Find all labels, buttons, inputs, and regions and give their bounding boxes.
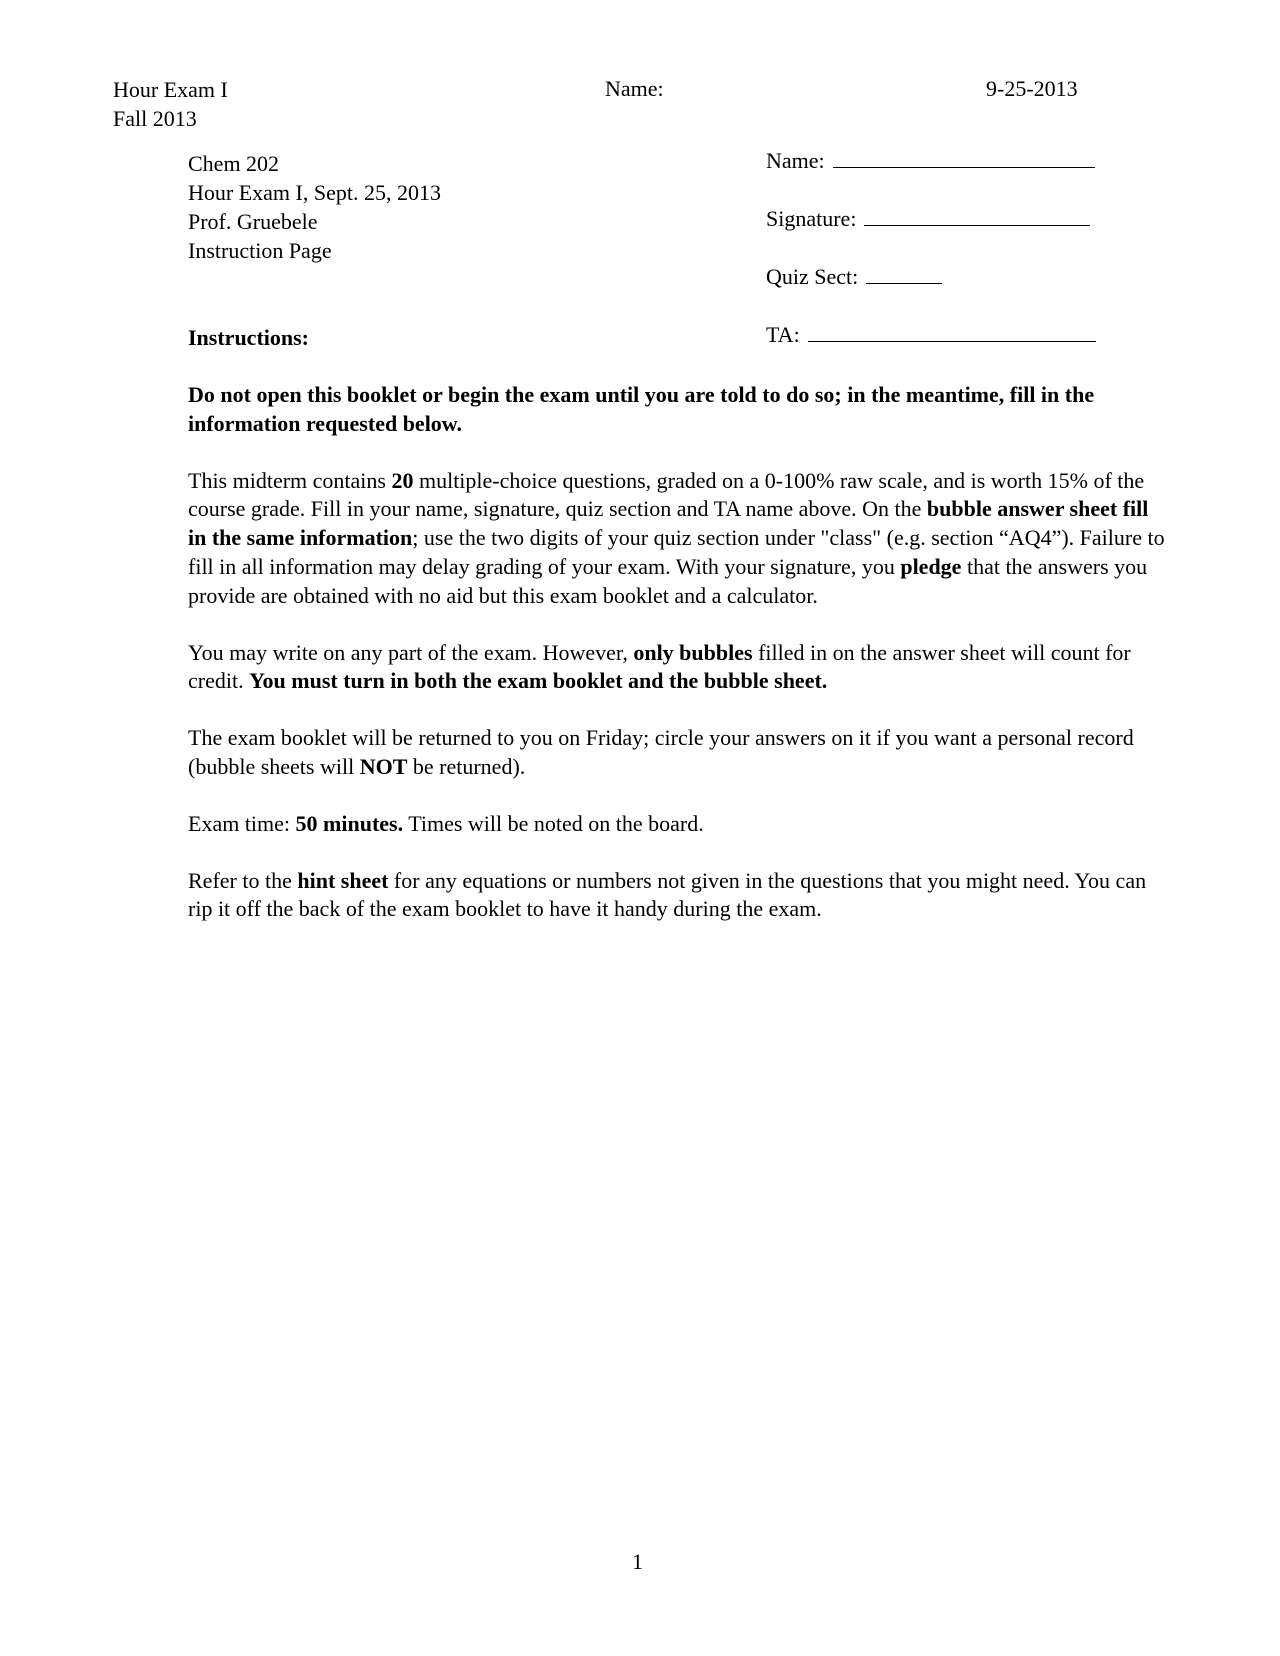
bold-run: 50 minutes. — [295, 810, 404, 836]
student-info-fields — [766, 147, 1096, 379]
text-run: ; use the two digits of your quiz section under "class" (e.g. section “AQ4”). Failure to fill in all information may delay grading of your exam. With your signature, you — [188, 525, 1165, 579]
bold-run: bubble answer sheet fill in the same information — [188, 496, 1149, 551]
exam-name: Hour Exam I, Sept. 25, 2013 — [188, 180, 441, 205]
header-date: 9-25-2013 — [986, 76, 1078, 101]
name-blank[interactable] — [833, 147, 1095, 168]
text-run: You may write on any part of the exam. However, — [188, 639, 634, 665]
bold-run: You must turn in both the exam booklet and the bubble sheet. — [249, 668, 828, 694]
page-number: 1 — [632, 1549, 643, 1574]
text-run: Times will be noted on the board. — [403, 810, 704, 836]
text-run: multiple-choice questions, graded on a 0-100% raw scale, and is worth 15% of the course grade. Fill in your name, signature, quiz section and TA name above. On the — [188, 467, 1145, 522]
page-title: Instruction Page — [188, 238, 332, 263]
paragraph-exam-time — [188, 810, 1168, 839]
exam-title: Hour Exam I — [113, 77, 228, 102]
signature-field-label: Signature: — [766, 206, 857, 231]
bold-run: NOT — [359, 753, 408, 779]
header-name-label: Name: — [605, 76, 664, 101]
name-field-label: Name: — [766, 148, 825, 173]
instructions-heading: Instructions: — [188, 325, 310, 350]
text-run: Refer to the — [188, 867, 298, 893]
instructions-body — [188, 381, 1168, 952]
name-field — [766, 147, 1096, 205]
quiz-section-label: Quiz Sect: — [766, 264, 859, 289]
text-run: The exam booklet will be returned to you on Friday; circle your answers on it if you want a personal record (bubble sheets will — [188, 725, 1134, 779]
bold-run: only bubbles — [633, 639, 753, 665]
question-count: 20 — [391, 467, 414, 493]
ta-blank[interactable] — [808, 321, 1096, 342]
text-run: This midterm contains — [188, 467, 392, 493]
running-header-left — [113, 75, 228, 133]
text-run: Exam time: — [188, 810, 296, 836]
warning-paragraph: Do not open this booklet or begin the exam until you are told to do so; in the meantime, fill in the information requested below. — [188, 382, 1095, 436]
term: Fall 2013 — [113, 106, 197, 131]
text-run: filled in on the answer sheet will count for credit. — [188, 639, 1131, 694]
paragraph-answer-sheet — [188, 639, 1168, 697]
course-name: Chem 202 — [188, 151, 280, 176]
ta-field — [766, 321, 1096, 379]
text-run: for any equations or numbers not given in the questions that you might need. You can rip it off the back of the exam booklet to have it handy during the exam. — [188, 867, 1147, 922]
text-run: be returned). — [407, 753, 526, 779]
paragraph-return-policy — [188, 724, 1168, 782]
paragraph-exam-format — [188, 467, 1168, 611]
signature-blank[interactable] — [864, 205, 1090, 226]
professor: Prof. Gruebele — [188, 209, 318, 234]
text-run: that the answers you provide are obtained with no aid but this exam booklet and a calculator. — [188, 553, 1148, 608]
bold-run: pledge — [900, 553, 962, 579]
signature-field — [766, 205, 1096, 263]
course-info — [188, 149, 441, 265]
ta-field-label: TA: — [766, 322, 800, 347]
quiz-section-field — [766, 263, 1096, 321]
paragraph-hint-sheet — [188, 867, 1168, 925]
quiz-section-blank[interactable] — [866, 263, 942, 284]
bold-run: hint sheet — [297, 867, 389, 893]
